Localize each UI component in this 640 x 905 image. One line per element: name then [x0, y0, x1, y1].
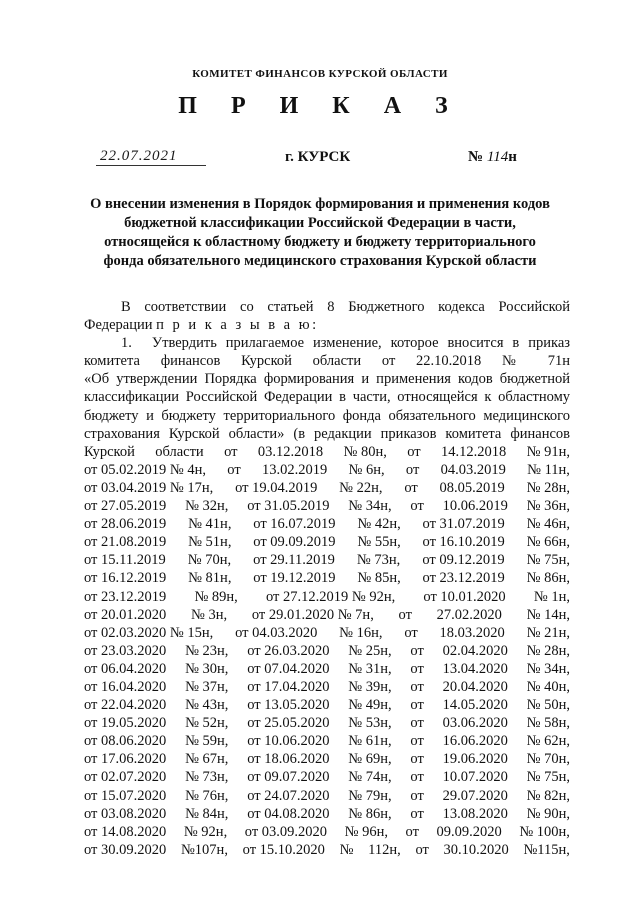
amendment-cell: 19.06.2020: [442, 751, 508, 768]
amendment-row: [84, 841, 570, 859]
amendment-cell: от 04.03.2020: [235, 624, 318, 641]
amendment-cell: № 81н,: [188, 570, 232, 587]
amendment-row: [84, 479, 570, 497]
amendment-cell: от: [410, 787, 424, 804]
amendment-cell: № 92н,: [183, 823, 228, 840]
amendment-cell: 13.04.2020: [442, 660, 508, 677]
amendment-cell: № 61н,: [348, 733, 392, 750]
amendment-cell: № 3н,: [191, 606, 228, 623]
amendment-cell: №107н,: [180, 841, 228, 858]
subject-line: фонда обязательного медицинского страхования Курской области: [103, 253, 537, 269]
amendment-row: [84, 750, 570, 768]
amendment-cell: от 10.06.2020: [247, 733, 330, 750]
amendment-cell: от: [410, 697, 424, 714]
item-text: «Об утверждении Порядка формирования и применения кодов бюджетной: [84, 371, 570, 388]
amendment-row: [84, 823, 570, 841]
amendment-cell: № 28н,: [526, 479, 570, 496]
amendment-row: [84, 805, 570, 823]
preamble-paragraph: [84, 298, 570, 334]
amendment-cell: № 21н,: [526, 624, 570, 641]
amendment-cell: от 24.07.2020: [247, 787, 330, 804]
amendment-cell: от: [407, 443, 421, 460]
amendment-cell: от 22.04.2020: [84, 697, 167, 714]
amendment-cell: 10.07.2020: [442, 769, 508, 786]
amendment-cell: № 43н,: [185, 697, 229, 714]
amendment-cell: № 36н,: [526, 498, 570, 515]
amendment-cell: от 27.05.2019: [84, 498, 167, 515]
amendment-cell: № 70н,: [187, 552, 232, 569]
amendment-cell: № 69н,: [348, 751, 392, 768]
amendment-cell: 03.06.2020: [442, 715, 508, 732]
amendment-cell: от: [404, 624, 418, 641]
subject-line: О внесении изменения в Порядок формирования и применения кодов: [90, 196, 550, 212]
item-line: [84, 370, 570, 388]
amendment-cell: от: [405, 461, 420, 478]
amendment-cell: № 39н,: [348, 678, 392, 695]
amendment-row: [84, 533, 570, 551]
amendment-row: [84, 497, 570, 515]
amendment-cell: № 32н,: [185, 498, 229, 515]
amendment-cell: от 26.03.2020: [247, 642, 330, 659]
amendment-cell: от: [410, 660, 424, 677]
amendment-cell: № 46н,: [526, 516, 570, 533]
amendment-cell: от 18.06.2020: [247, 751, 330, 768]
amendment-cell: от 31.07.2019: [422, 516, 505, 533]
amendment-row: [84, 787, 570, 805]
amendment-cell: № 84н,: [185, 805, 229, 822]
amendment-cell: № 49н,: [348, 697, 392, 714]
amendment-cell: 08.05.2019: [439, 479, 505, 496]
item-text: классификации Российской Федерации в части, относящейся к областному: [84, 389, 570, 406]
amendment-cell: № 52н,: [185, 715, 229, 732]
amendment-cell: № 16н,: [339, 624, 383, 641]
document-title: П Р И К А З: [178, 93, 462, 119]
amendment-cell: от 20.01.2020: [84, 606, 167, 623]
amendment-cell: от 16.12.2019: [84, 570, 167, 587]
item-line: [84, 334, 570, 352]
amendment-cell: от: [410, 498, 424, 515]
amendment-cell: от 02.07.2020: [84, 769, 167, 786]
amendment-cell: от: [410, 715, 424, 732]
amendment-cell: от 29.01.2020 № 7н,: [251, 606, 374, 623]
amendment-cell: от: [398, 606, 412, 623]
amendment-row: [84, 588, 570, 606]
date-underline: [96, 165, 206, 166]
amendment-cell: № 86н,: [526, 570, 570, 587]
amendment-cell: № 41н,: [188, 516, 232, 533]
order-subject: [70, 195, 570, 271]
amendment-row: [84, 515, 570, 533]
amendment-cell: от 31.05.2019: [247, 498, 330, 515]
amendment-row: [84, 443, 570, 461]
amendment-cell: от 19.12.2019: [253, 570, 336, 587]
amendment-cell: от: [415, 841, 429, 858]
amendment-cell: от 15.10.2020: [242, 841, 325, 858]
amendment-cell: № 6н,: [348, 461, 385, 478]
amendment-cell: 112н,: [368, 841, 401, 858]
order-verb: п р и к а з ы в а ю:: [156, 317, 319, 334]
amendment-cell: от 19.04.2019: [235, 479, 318, 496]
item-line: [84, 388, 570, 406]
amendment-cell: №: [339, 841, 354, 858]
date-number-row: [0, 148, 640, 172]
amendment-cell: № 67н,: [185, 751, 229, 768]
amendment-cell: 27.02.2020: [436, 606, 502, 623]
amendment-cell: от 16.04.2020: [84, 678, 167, 695]
amendment-cell: от 16.10.2019: [422, 534, 505, 551]
amendment-row: [84, 461, 570, 479]
amendment-cell: № 86н,: [348, 805, 392, 822]
amendment-cell: № 100н,: [519, 823, 570, 840]
amendment-cell: 09.09.2020: [436, 823, 502, 840]
amendment-cell: № 14н,: [526, 606, 570, 623]
amendment-cell: № 40н,: [526, 678, 570, 695]
amendment-cell: № 25н,: [348, 642, 392, 659]
amendment-cell: от 07.04.2020: [247, 660, 330, 677]
amendment-cell: от 13.05.2020: [247, 697, 330, 714]
amendment-cell: № 28н,: [526, 642, 570, 659]
amendment-cell: Курской: [84, 443, 135, 460]
amendment-cell: 04.03.2019: [440, 461, 506, 478]
subject-line: бюджетной классификации Российской Федерации в части,: [124, 215, 516, 231]
amendment-cell: № 66н,: [526, 534, 570, 551]
amendment-cell: от 09.12.2019: [422, 552, 505, 569]
amendment-cell: от 09.09.2019: [253, 534, 336, 551]
amendment-row: [84, 714, 570, 732]
amendment-cell: № 62н,: [526, 733, 570, 750]
number-suffix: н: [508, 149, 517, 165]
organization-name: КОМИТЕТ ФИНАНСОВ КУРСКОЙ ОБЛАСТИ: [192, 68, 448, 80]
item-number: 1.: [121, 335, 132, 352]
amendment-cell: 20.04.2020: [442, 678, 508, 695]
amendment-cell: 14.05.2020: [442, 697, 508, 714]
amendment-cell: от 19.05.2020: [84, 715, 167, 732]
amendment-cell: от 09.07.2020: [247, 769, 330, 786]
amendment-cell: от 08.06.2020: [84, 733, 167, 750]
amendment-cell: от 15.11.2019: [84, 552, 166, 569]
amendment-cell: № 23н,: [185, 642, 229, 659]
amendment-cell: № 37н,: [185, 678, 229, 695]
amendment-cell: 16.06.2020: [442, 733, 508, 750]
amendment-cell: 10.06.2019: [442, 498, 508, 515]
amendment-cell: № 53н,: [348, 715, 392, 732]
amendment-row: [84, 660, 570, 678]
amendment-cell: от 14.08.2020: [84, 823, 167, 840]
amendment-cell: от 23.12.2019: [422, 570, 505, 587]
amendment-cell: от: [227, 461, 241, 478]
item-text: комитета финансов Курской области от 22.10.2018 № 71н: [84, 353, 570, 370]
amendment-cell: 14.12.2018: [441, 443, 507, 460]
amendment-cell: № 82н,: [526, 787, 570, 804]
amendment-cell: от: [410, 642, 424, 659]
amendment-row: [84, 569, 570, 587]
handwritten-number: 114: [486, 149, 509, 165]
amendment-cell: № 96н,: [344, 823, 388, 840]
item-line: [84, 407, 570, 425]
amendment-cell: от 10.01.2020: [423, 588, 506, 605]
amendment-cell: от 16.07.2019: [253, 516, 336, 533]
amendment-cell: № 73н,: [185, 769, 229, 786]
amendment-cell: № 91н,: [526, 443, 570, 460]
subject-line: относящейся к областному бюджету и бюджету территориального: [104, 234, 536, 250]
amendment-list: [84, 443, 570, 859]
item-text: Утвердить прилагаемое изменение, которое вносится в приказ: [151, 335, 570, 352]
amendment-cell: № 59н,: [185, 733, 229, 750]
amendment-row: [84, 678, 570, 696]
amendment-cell: от 28.06.2019: [84, 516, 167, 533]
amendment-cell: 02.04.2020: [442, 642, 508, 659]
amendment-row: [84, 606, 570, 624]
amendment-cell: от 30.09.2020: [84, 841, 167, 858]
amendment-cell: № 70н,: [526, 751, 570, 768]
amendment-cell: от 03.04.2019 № 17н,: [84, 479, 214, 496]
amendment-cell: от: [410, 769, 424, 786]
amendment-cell: от: [405, 823, 419, 840]
amendment-cell: № 75н,: [526, 552, 570, 569]
amendment-cell: от: [404, 479, 418, 496]
amendment-cell: от 15.07.2020: [84, 787, 167, 804]
amendment-cell: от 23.03.2020: [84, 642, 167, 659]
amendment-cell: № 11н,: [527, 461, 570, 478]
amendment-cell: от 29.11.2019: [253, 552, 335, 569]
order-body: [84, 298, 570, 859]
amendment-cell: № 51н,: [188, 534, 232, 551]
order-number: [468, 149, 517, 166]
amendment-cell: № 34н,: [526, 660, 570, 677]
amendment-cell: № 50н,: [526, 697, 570, 714]
amendment-cell: от: [410, 678, 424, 695]
amendment-cell: № 22н,: [339, 479, 383, 496]
amendment-cell: 03.12.2018: [257, 443, 324, 460]
amendment-row: [84, 768, 570, 786]
amendment-cell: от 17.04.2020: [247, 678, 330, 695]
amendment-cell: от 05.02.2019 № 4н,: [84, 461, 206, 478]
amendment-cell: от: [410, 751, 424, 768]
amendment-cell: от 04.08.2020: [247, 805, 330, 822]
amendment-cell: от 03.09.2020: [244, 823, 328, 840]
amendment-row: [84, 624, 570, 642]
amendment-cell: от 21.08.2019: [84, 534, 167, 551]
amendment-row: [84, 642, 570, 660]
amendment-cell: № 76н,: [185, 787, 229, 804]
amendment-cell: от 03.08.2020: [84, 805, 167, 822]
amendment-cell: 29.07.2020: [442, 787, 508, 804]
amendment-cell: от: [224, 443, 238, 460]
amendment-cell: от 25.05.2020: [247, 715, 330, 732]
amendment-cell: 13.08.2020: [442, 805, 508, 822]
amendment-cell: от: [410, 733, 424, 750]
city-label: г. КУРСК: [285, 149, 351, 165]
amendment-cell: № 73н,: [356, 552, 401, 569]
amendment-cell: № 1н,: [533, 588, 570, 605]
amendment-cell: № 42н,: [357, 516, 401, 533]
amendment-row: [84, 732, 570, 750]
amendment-cell: от 17.06.2020: [84, 751, 167, 768]
amendment-cell: № 31н,: [348, 660, 392, 677]
amendment-cell: 13.02.2019: [261, 461, 328, 478]
amendment-cell: № 79н,: [348, 787, 392, 804]
item-text: бюджету и бюджету территориального фонда обязательного медицинского: [84, 407, 570, 424]
amendment-cell: № 85н,: [357, 570, 401, 587]
amendment-cell: области: [155, 443, 204, 460]
handwritten-date: 22.07.2021: [100, 148, 178, 164]
amendment-cell: № 55н,: [357, 534, 401, 551]
amendment-cell: № 30н,: [185, 660, 229, 677]
amendment-cell: № 89н,: [194, 588, 238, 605]
amendment-cell: № 58н,: [526, 715, 570, 732]
amendment-cell: от 02.03.2020 № 15н,: [84, 624, 214, 641]
amendment-cell: от: [410, 805, 424, 822]
amendment-cell: от 06.04.2020: [84, 660, 167, 677]
preamble-text: В соответствии со статьей 8 Бюджетного кодекса Российской Федерации: [84, 299, 570, 334]
amendment-cell: от 23.12.2019: [84, 588, 167, 605]
amendment-cell: № 80н,: [343, 443, 387, 460]
number-sign: №: [468, 149, 484, 165]
amendment-row: [84, 696, 570, 714]
amendment-row: [84, 551, 570, 569]
amendment-cell: 18.03.2020: [439, 624, 505, 641]
amendment-cell: № 34н,: [348, 498, 392, 515]
item-line: [84, 352, 570, 370]
item-line: [84, 425, 570, 443]
amendment-cell: № 90н,: [526, 805, 570, 822]
amendment-cell: № 75н,: [526, 769, 570, 786]
item-text: страхования Курской области» (в редакции приказов комитета финансов: [84, 425, 570, 442]
amendment-cell: №115н,: [523, 841, 570, 858]
amendment-cell: № 74н,: [348, 769, 392, 786]
amendment-cell: 30.10.2020: [443, 841, 509, 858]
amendment-cell: от 27.12.2019 № 92н,: [265, 588, 396, 605]
